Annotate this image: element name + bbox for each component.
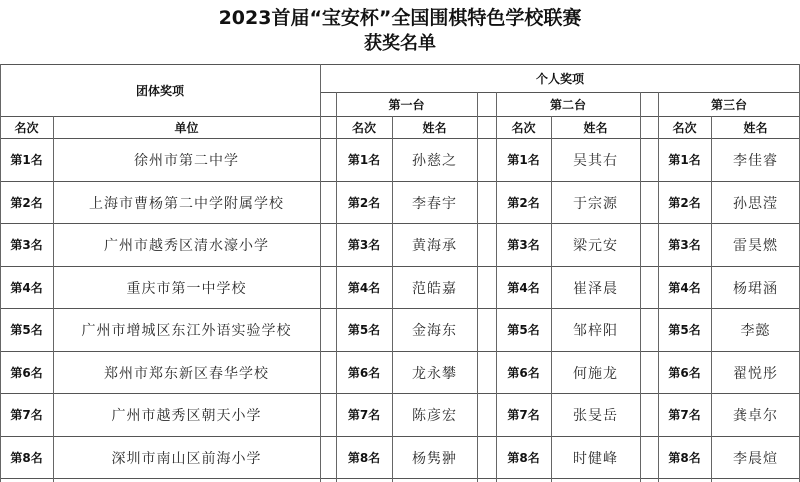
board-1-rank-cell: 第4名	[347, 281, 381, 295]
board-3-rank-cell: 第7名	[668, 408, 701, 422]
team-rank-cell: 第8名	[10, 451, 43, 465]
board-3-name-cell: 李懿	[740, 322, 771, 339]
individual-awards-header: 个人奖项	[535, 71, 584, 86]
board-1-rank-cell: 第3名	[347, 238, 381, 252]
team-unit-column-header: 单位	[174, 120, 199, 135]
board-3-rank-cell: 第8名	[668, 451, 701, 465]
team-unit-cell: 广州市增城区东江外语实验学校	[81, 322, 292, 339]
board-1-name-cell: 黄海承	[412, 237, 457, 254]
board-1-rank-cell: 第2名	[347, 196, 381, 210]
board-1-rank-cell: 第8名	[347, 451, 381, 465]
board-2-name-cell: 张旻岳	[573, 407, 618, 424]
board-3-name-cell: 雷昊燃	[733, 237, 778, 254]
board-1-rank-cell: 第5名	[347, 323, 381, 337]
board-2-name-cell: 崔泽晨	[573, 280, 618, 297]
board-3-rank-cell: 第1名	[668, 153, 701, 167]
board-3-name-cell: 孙思滢	[733, 195, 778, 212]
board-1-header: 第一台	[388, 97, 425, 112]
board-3-name-cell: 杨珺涵	[733, 280, 778, 297]
board-2-rank-cell: 第2名	[507, 196, 540, 210]
team-rank-cell: 第1名	[10, 153, 43, 167]
board-2-rank-cell: 第1名	[507, 153, 540, 167]
board-1-name-cell: 陈彦宏	[412, 407, 457, 424]
board-2-rank-cell: 第8名	[507, 451, 540, 465]
team-rank-column-header: 名次	[14, 120, 39, 135]
board-1-right-edge	[477, 92, 478, 482]
board-3-rank-column-header: 名次	[672, 120, 697, 135]
board-1-name-cell: 龙永攀	[412, 365, 457, 382]
board-1-name-cell: 李春宇	[412, 195, 457, 212]
board-3-rank-cell: 第2名	[668, 196, 701, 210]
board-2-name-cell: 吴其右	[573, 152, 618, 169]
board-3-name-cell: 李晨煊	[733, 450, 778, 467]
board-2-name-cell: 邹梓阳	[573, 322, 618, 339]
board-3-name-column-header: 姓名	[743, 120, 768, 135]
board-2-rank-cell: 第6名	[507, 366, 540, 380]
board-1-rank-column-header: 名次	[351, 120, 376, 135]
team-unit-cell: 广州市越秀区朝天小学	[111, 407, 262, 424]
board-1-rank-cell: 第6名	[347, 366, 381, 380]
board-3-rank-cell: 第3名	[668, 238, 701, 252]
board-3-rank-cell: 第5名	[668, 323, 701, 337]
board-2-name-cell: 时健峰	[573, 450, 618, 467]
board-1-name-cell: 杨隽翀	[412, 450, 457, 467]
board-3-name-cell: 李佳睿	[733, 152, 778, 169]
team-unit-cell: 郑州市郑东新区春华学校	[104, 365, 269, 382]
board-2-name-cell: 何施龙	[573, 365, 618, 382]
team-unit-cell: 重庆市第一中学校	[126, 280, 247, 297]
board-3-rank-cell: 第6名	[668, 366, 701, 380]
board-2-rank-cell: 第5名	[507, 323, 540, 337]
board-2-right-edge	[640, 92, 641, 482]
team-unit-cell: 徐州市第二中学	[134, 152, 239, 169]
board-3-name-cell: 龚卓尔	[733, 407, 778, 424]
board-2-header: 第二台	[549, 97, 586, 112]
board-2-rank-cell: 第7名	[507, 408, 540, 422]
board-2-name-column-header: 姓名	[583, 120, 608, 135]
team-rank-cell: 第6名	[10, 366, 43, 380]
team-unit-cell: 上海市曹杨第二中学附属学校	[89, 195, 284, 212]
board-2-rank-column-header: 名次	[511, 120, 536, 135]
board-2-name-cell: 梁元安	[573, 237, 618, 254]
board-1-rank-cell: 第1名	[347, 153, 381, 167]
board-3-name-cell: 翟悦彤	[733, 365, 778, 382]
board-1-name-column-header: 姓名	[422, 120, 447, 135]
board-3-header: 第三台	[710, 97, 747, 112]
team-rank-cell: 第3名	[10, 238, 43, 252]
team-unit-cell: 深圳市南山区前海小学	[111, 450, 262, 467]
document-title: 2023首届“宝安杯”全国围棋特色学校联赛	[218, 7, 582, 29]
team-unit-cell: 广州市越秀区清水濠小学	[104, 237, 269, 254]
team-rank-cell: 第2名	[10, 196, 43, 210]
team-rank-cell: 第5名	[10, 323, 43, 337]
team-awards-header: 团体奖项	[135, 83, 184, 98]
document-subtitle: 获奖名单	[364, 33, 436, 54]
board-1-rank-cell: 第7名	[347, 408, 381, 422]
team-section-edge	[320, 64, 321, 482]
board-1-name-cell: 孙慈之	[412, 152, 457, 169]
board-3-rank-cell: 第4名	[668, 281, 701, 295]
team-rank-cell: 第7名	[10, 408, 43, 422]
board-2-rank-cell: 第4名	[507, 281, 540, 295]
board-2-rank-cell: 第3名	[507, 238, 540, 252]
board-1-name-cell: 金海东	[412, 322, 457, 339]
team-rank-cell: 第4名	[10, 281, 43, 295]
board-1-name-cell: 范皓嘉	[412, 280, 457, 297]
board-2-name-cell: 于宗源	[573, 195, 618, 212]
